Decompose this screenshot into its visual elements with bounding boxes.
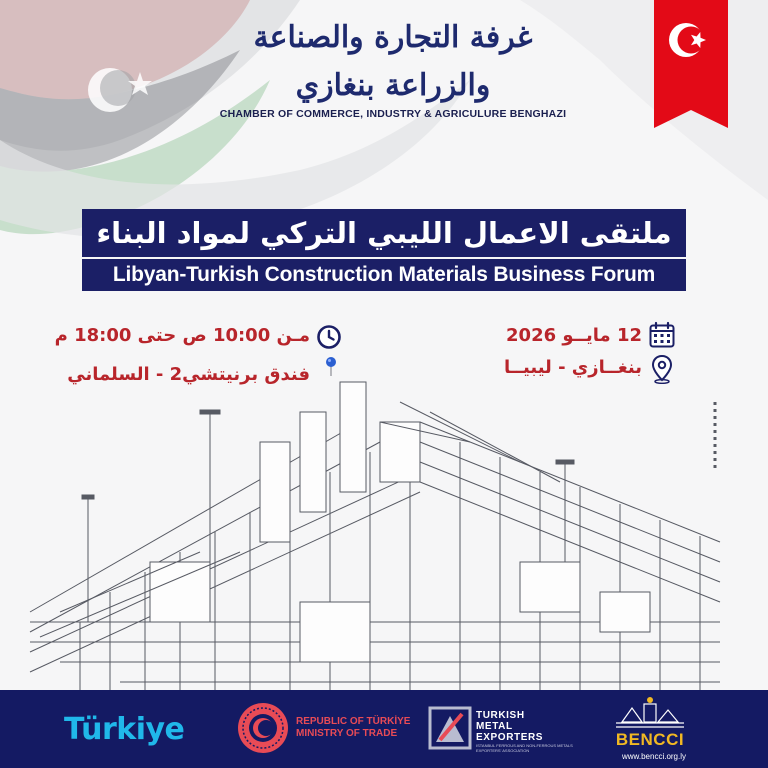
tme-line2: METAL [476, 721, 513, 732]
bencci-emblem-icon [612, 696, 688, 730]
chamber-english-name: CHAMBER OF COMMERCE, INDUSTRY & AGRICULURE BENGHAZI [219, 108, 567, 120]
title-english: Libyan-Turkish Construction Materials Business Forum [112, 263, 656, 286]
clock-icon [316, 324, 342, 350]
metal-exporters-name [476, 710, 543, 743]
chamber-arabic-name: غرفة التجارة والصناعة والزراعة بنغازي [253, 20, 533, 103]
ministry-name [296, 716, 410, 740]
ministry-line2: MINISTRY OF TRADE [296, 728, 398, 739]
ministry-emblem-icon [236, 701, 290, 755]
bencci-url[interactable]: www.bencci.org.ly [621, 752, 687, 761]
calendar-icon [648, 321, 676, 349]
event-time: مـن 10:00 ص حتى 18:00 م [54, 325, 310, 346]
event-date: 12 مايــو 2026 [506, 325, 642, 346]
turkiye-logo: Türkiye [64, 712, 185, 747]
pin-dot-icon [324, 356, 338, 376]
metal-exporters-icon [428, 706, 472, 750]
tme-line1: TURKISH [476, 710, 525, 721]
location-icon [650, 354, 674, 384]
chamber-logo [218, 14, 568, 120]
title-english-banner [82, 259, 686, 291]
sponsors-footer [0, 690, 768, 768]
metal-exporters-subtitle: ISTANBUL FERROUS AND NON-FERROUS METALS EXPORTERS' ASSOCIATION [476, 743, 573, 753]
tme-line3: EXPORTERS [476, 732, 544, 743]
ministry-line1: REPUBLIC OF TÜRKİYE [296, 716, 411, 727]
bencci-logo: BENCCI [615, 730, 685, 749]
title-arabic: ملتقى الاعمال الليبي التركي لمواد البناء [96, 216, 672, 250]
building-sketch [0, 292, 768, 692]
title-arabic-banner [82, 209, 686, 257]
event-venue: فندق برنيتشي2 - السلماني [67, 364, 310, 385]
turkey-flag [654, 0, 728, 128]
event-city: بنغــازي - ليبيــا [503, 357, 642, 378]
